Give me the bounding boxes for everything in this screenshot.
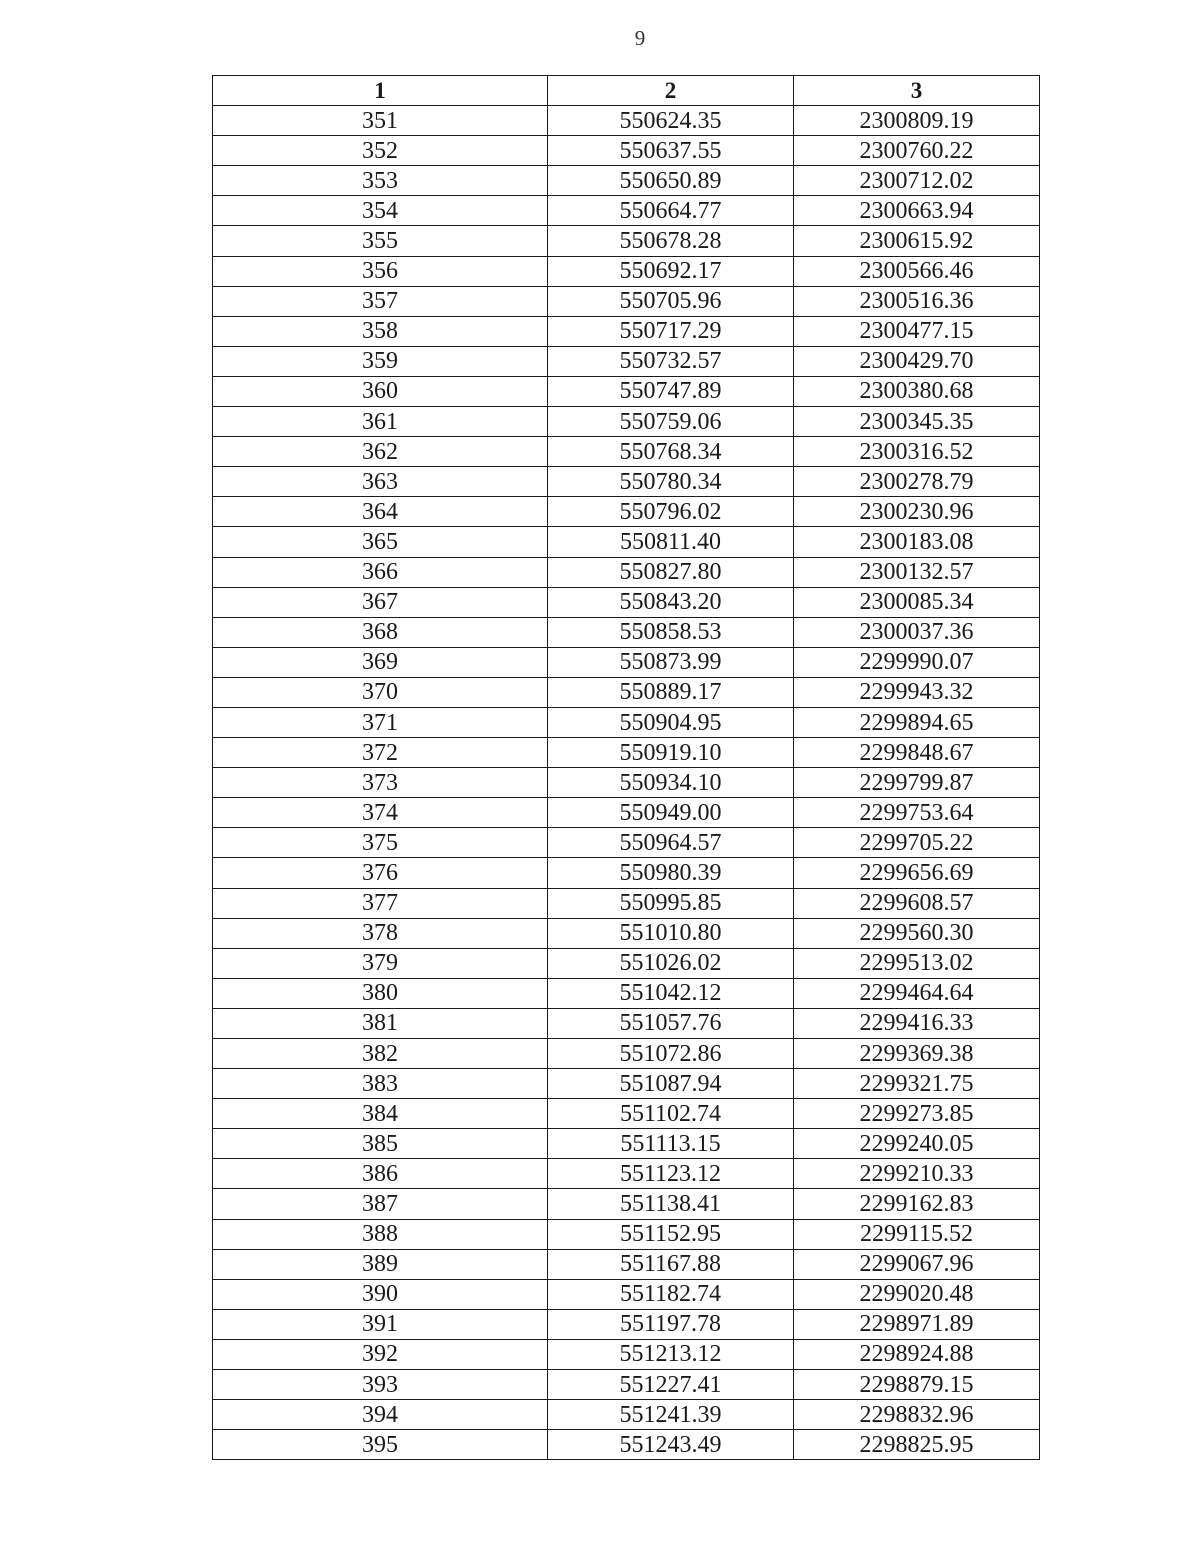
table-cell-col-1: 380 [213, 978, 548, 1008]
table-cell-col-3: 2300712.02 [794, 166, 1040, 196]
table-row [213, 798, 1040, 828]
table-cell-col-1: 361 [213, 407, 548, 437]
table-row [213, 467, 1040, 497]
table-cell-col-1: 364 [213, 497, 548, 527]
table-cell-col-1: 393 [213, 1370, 548, 1400]
table-cell-col-2: 551241.39 [548, 1400, 794, 1430]
table-row [213, 407, 1040, 437]
table-row [213, 136, 1040, 166]
table-cell-col-1: 355 [213, 226, 548, 256]
table-cell-col-2: 550811.40 [548, 527, 794, 557]
table-cell-col-1: 381 [213, 1008, 548, 1038]
table-row [213, 437, 1040, 467]
table-cell-col-2: 551123.12 [548, 1159, 794, 1189]
table-cell-col-3: 2299990.07 [794, 647, 1040, 677]
table-row [213, 1099, 1040, 1129]
table-row [213, 1129, 1040, 1159]
table-cell-col-2: 550780.34 [548, 467, 794, 497]
table-row [213, 948, 1040, 978]
table-row [213, 828, 1040, 858]
table-cell-col-1: 352 [213, 136, 548, 166]
table-row [213, 346, 1040, 376]
table-cell-col-3: 2299705.22 [794, 828, 1040, 858]
table-cell-col-1: 384 [213, 1099, 548, 1129]
table-cell-col-3: 2300429.70 [794, 346, 1040, 376]
table-row [213, 1069, 1040, 1099]
table-cell-col-3: 2299513.02 [794, 948, 1040, 978]
table-cell-col-3: 2299369.38 [794, 1039, 1040, 1069]
table-cell-col-3: 2299273.85 [794, 1099, 1040, 1129]
table-cell-col-2: 550717.29 [548, 316, 794, 346]
table-cell-col-1: 358 [213, 316, 548, 346]
table-cell-col-2: 550889.17 [548, 677, 794, 707]
table-cell-col-1: 368 [213, 617, 548, 647]
table-cell-col-2: 550858.53 [548, 617, 794, 647]
table-cell-col-2: 551102.74 [548, 1099, 794, 1129]
table-row [213, 768, 1040, 798]
table-cell-col-2: 551152.95 [548, 1219, 794, 1249]
table-cell-col-2: 550768.34 [548, 437, 794, 467]
table-cell-col-1: 365 [213, 527, 548, 557]
table-cell-col-2: 550934.10 [548, 768, 794, 798]
table-cell-col-1: 363 [213, 467, 548, 497]
table-row [213, 286, 1040, 316]
table-cell-col-1: 377 [213, 888, 548, 918]
table-cell-col-3: 2300760.22 [794, 136, 1040, 166]
table-cell-col-2: 551213.12 [548, 1339, 794, 1369]
table-cell-col-2: 551087.94 [548, 1069, 794, 1099]
table-cell-col-3: 2299608.57 [794, 888, 1040, 918]
table-cell-col-3: 2300316.52 [794, 437, 1040, 467]
table-cell-col-3: 2299416.33 [794, 1008, 1040, 1038]
header-col-2: 2 [548, 76, 794, 106]
table-row [213, 376, 1040, 406]
table-cell-col-3: 2299321.75 [794, 1069, 1040, 1099]
table-cell-col-3: 2299162.83 [794, 1189, 1040, 1219]
table-cell-col-1: 374 [213, 798, 548, 828]
table-row [213, 1309, 1040, 1339]
table-row [213, 256, 1040, 286]
table-cell-col-3: 2300477.15 [794, 316, 1040, 346]
header-row [213, 76, 1040, 106]
table-body [213, 106, 1040, 1460]
table-cell-col-1: 351 [213, 106, 548, 136]
table-cell-col-1: 373 [213, 768, 548, 798]
page-number: 9 [634, 26, 646, 50]
table-cell-col-3: 2299067.96 [794, 1249, 1040, 1279]
table-cell-col-2: 550919.10 [548, 738, 794, 768]
table-cell-col-2: 550827.80 [548, 557, 794, 587]
table-cell-col-1: 360 [213, 376, 548, 406]
table-cell-col-1: 353 [213, 166, 548, 196]
table-cell-col-1: 366 [213, 557, 548, 587]
table-cell-col-2: 551010.80 [548, 918, 794, 948]
table-cell-col-2: 551072.86 [548, 1039, 794, 1069]
table-cell-col-1: 367 [213, 587, 548, 617]
table-cell-col-3: 2299560.30 [794, 918, 1040, 948]
table-cell-col-2: 550873.99 [548, 647, 794, 677]
table-cell-col-1: 394 [213, 1400, 548, 1430]
table-cell-col-3: 2298971.89 [794, 1309, 1040, 1339]
table-cell-col-1: 356 [213, 256, 548, 286]
table-cell-col-2: 551138.41 [548, 1189, 794, 1219]
table-cell-col-1: 386 [213, 1159, 548, 1189]
table-cell-col-2: 550624.35 [548, 106, 794, 136]
table-cell-col-2: 551197.78 [548, 1309, 794, 1339]
table-cell-col-2: 550650.89 [548, 166, 794, 196]
table-cell-col-1: 359 [213, 346, 548, 376]
table-cell-col-1: 390 [213, 1279, 548, 1309]
table-row [213, 1430, 1040, 1460]
table-cell-col-3: 2299894.65 [794, 707, 1040, 737]
table-row [213, 1189, 1040, 1219]
table-cell-col-1: 371 [213, 707, 548, 737]
table-cell-col-1: 375 [213, 828, 548, 858]
table-cell-col-1: 388 [213, 1219, 548, 1249]
table-cell-col-2: 551167.88 [548, 1249, 794, 1279]
table-row [213, 557, 1040, 587]
table-cell-col-3: 2300615.92 [794, 226, 1040, 256]
table-cell-col-2: 551227.41 [548, 1370, 794, 1400]
table-cell-col-1: 385 [213, 1129, 548, 1159]
table-cell-col-3: 2298832.96 [794, 1400, 1040, 1430]
table-cell-col-1: 391 [213, 1309, 548, 1339]
table-cell-col-3: 2300183.08 [794, 527, 1040, 557]
table-cell-col-2: 550904.95 [548, 707, 794, 737]
table-cell-col-1: 389 [213, 1249, 548, 1279]
table-cell-col-2: 550843.20 [548, 587, 794, 617]
table-cell-col-1: 387 [213, 1189, 548, 1219]
table-cell-col-3: 2300230.96 [794, 497, 1040, 527]
table-row [213, 888, 1040, 918]
table-row [213, 1339, 1040, 1369]
table-cell-col-1: 382 [213, 1039, 548, 1069]
table-cell-col-2: 550747.89 [548, 376, 794, 406]
table-cell-col-3: 2299656.69 [794, 858, 1040, 888]
header-col-3: 3 [794, 76, 1040, 106]
table-cell-col-1: 369 [213, 647, 548, 677]
table-cell-col-2: 550995.85 [548, 888, 794, 918]
table-cell-col-2: 550796.02 [548, 497, 794, 527]
table-cell-col-2: 551113.15 [548, 1129, 794, 1159]
table-row [213, 196, 1040, 226]
table-row [213, 738, 1040, 768]
table-row [213, 587, 1040, 617]
table-cell-col-2: 551182.74 [548, 1279, 794, 1309]
table-cell-col-3: 2300278.79 [794, 467, 1040, 497]
table-cell-col-1: 379 [213, 948, 548, 978]
table-row [213, 1219, 1040, 1249]
table-cell-col-3: 2300380.68 [794, 376, 1040, 406]
table-cell-col-3: 2300809.19 [794, 106, 1040, 136]
table-cell-col-3: 2299115.52 [794, 1219, 1040, 1249]
table-cell-col-3: 2299210.33 [794, 1159, 1040, 1189]
table-row [213, 1279, 1040, 1309]
header-col-1: 1 [213, 76, 548, 106]
table-cell-col-1: 372 [213, 738, 548, 768]
table-cell-col-1: 383 [213, 1069, 548, 1099]
table-cell-col-3: 2299240.05 [794, 1129, 1040, 1159]
table-row [213, 858, 1040, 888]
table-cell-col-2: 551042.12 [548, 978, 794, 1008]
table-row [213, 316, 1040, 346]
table-cell-col-1: 395 [213, 1430, 548, 1460]
table-cell-col-3: 2298879.15 [794, 1370, 1040, 1400]
table-cell-col-2: 550664.77 [548, 196, 794, 226]
table-cell-col-3: 2299753.64 [794, 798, 1040, 828]
table-cell-col-1: 376 [213, 858, 548, 888]
table-row [213, 1400, 1040, 1430]
table-cell-col-3: 2300516.36 [794, 286, 1040, 316]
table-row [213, 1039, 1040, 1069]
table-row [213, 1249, 1040, 1279]
table-cell-col-3: 2300566.46 [794, 256, 1040, 286]
table-cell-col-1: 378 [213, 918, 548, 948]
table-cell-col-3: 2300345.35 [794, 407, 1040, 437]
table-cell-col-3: 2298924.88 [794, 1339, 1040, 1369]
table-cell-col-3: 2300663.94 [794, 196, 1040, 226]
table-cell-col-2: 550964.57 [548, 828, 794, 858]
table-row [213, 617, 1040, 647]
table-row [213, 527, 1040, 557]
table-cell-col-2: 550705.96 [548, 286, 794, 316]
table-cell-col-2: 550732.57 [548, 346, 794, 376]
table-cell-col-3: 2299464.64 [794, 978, 1040, 1008]
coordinates-table [212, 75, 1040, 1460]
table-cell-col-1: 370 [213, 677, 548, 707]
table-cell-col-1: 354 [213, 196, 548, 226]
table-cell-col-3: 2299020.48 [794, 1279, 1040, 1309]
table-cell-col-2: 550949.00 [548, 798, 794, 828]
table-row [213, 978, 1040, 1008]
table-cell-col-3: 2300037.36 [794, 617, 1040, 647]
table-row [213, 677, 1040, 707]
table-cell-col-2: 551057.76 [548, 1008, 794, 1038]
table-cell-col-2: 550692.17 [548, 256, 794, 286]
table-cell-col-3: 2299848.67 [794, 738, 1040, 768]
table-cell-col-3: 2299799.87 [794, 768, 1040, 798]
table-row [213, 707, 1040, 737]
table-cell-col-2: 551243.49 [548, 1430, 794, 1460]
table-cell-col-3: 2299943.32 [794, 677, 1040, 707]
table-row [213, 1159, 1040, 1189]
table-cell-col-2: 550759.06 [548, 407, 794, 437]
table-row [213, 1008, 1040, 1038]
table-cell-col-1: 357 [213, 286, 548, 316]
table-row [213, 918, 1040, 948]
table-cell-col-3: 2298825.95 [794, 1430, 1040, 1460]
table-row [213, 647, 1040, 677]
table-cell-col-2: 550637.55 [548, 136, 794, 166]
table-cell-col-2: 551026.02 [548, 948, 794, 978]
table-row [213, 1370, 1040, 1400]
table-cell-col-3: 2300132.57 [794, 557, 1040, 587]
table-row [213, 226, 1040, 256]
table-row [213, 106, 1040, 136]
table-header [213, 76, 1040, 106]
table-cell-col-1: 392 [213, 1339, 548, 1369]
table-cell-col-3: 2300085.34 [794, 587, 1040, 617]
table-row [213, 166, 1040, 196]
table-row [213, 497, 1040, 527]
table-cell-col-1: 362 [213, 437, 548, 467]
table-cell-col-2: 550980.39 [548, 858, 794, 888]
table-cell-col-2: 550678.28 [548, 226, 794, 256]
